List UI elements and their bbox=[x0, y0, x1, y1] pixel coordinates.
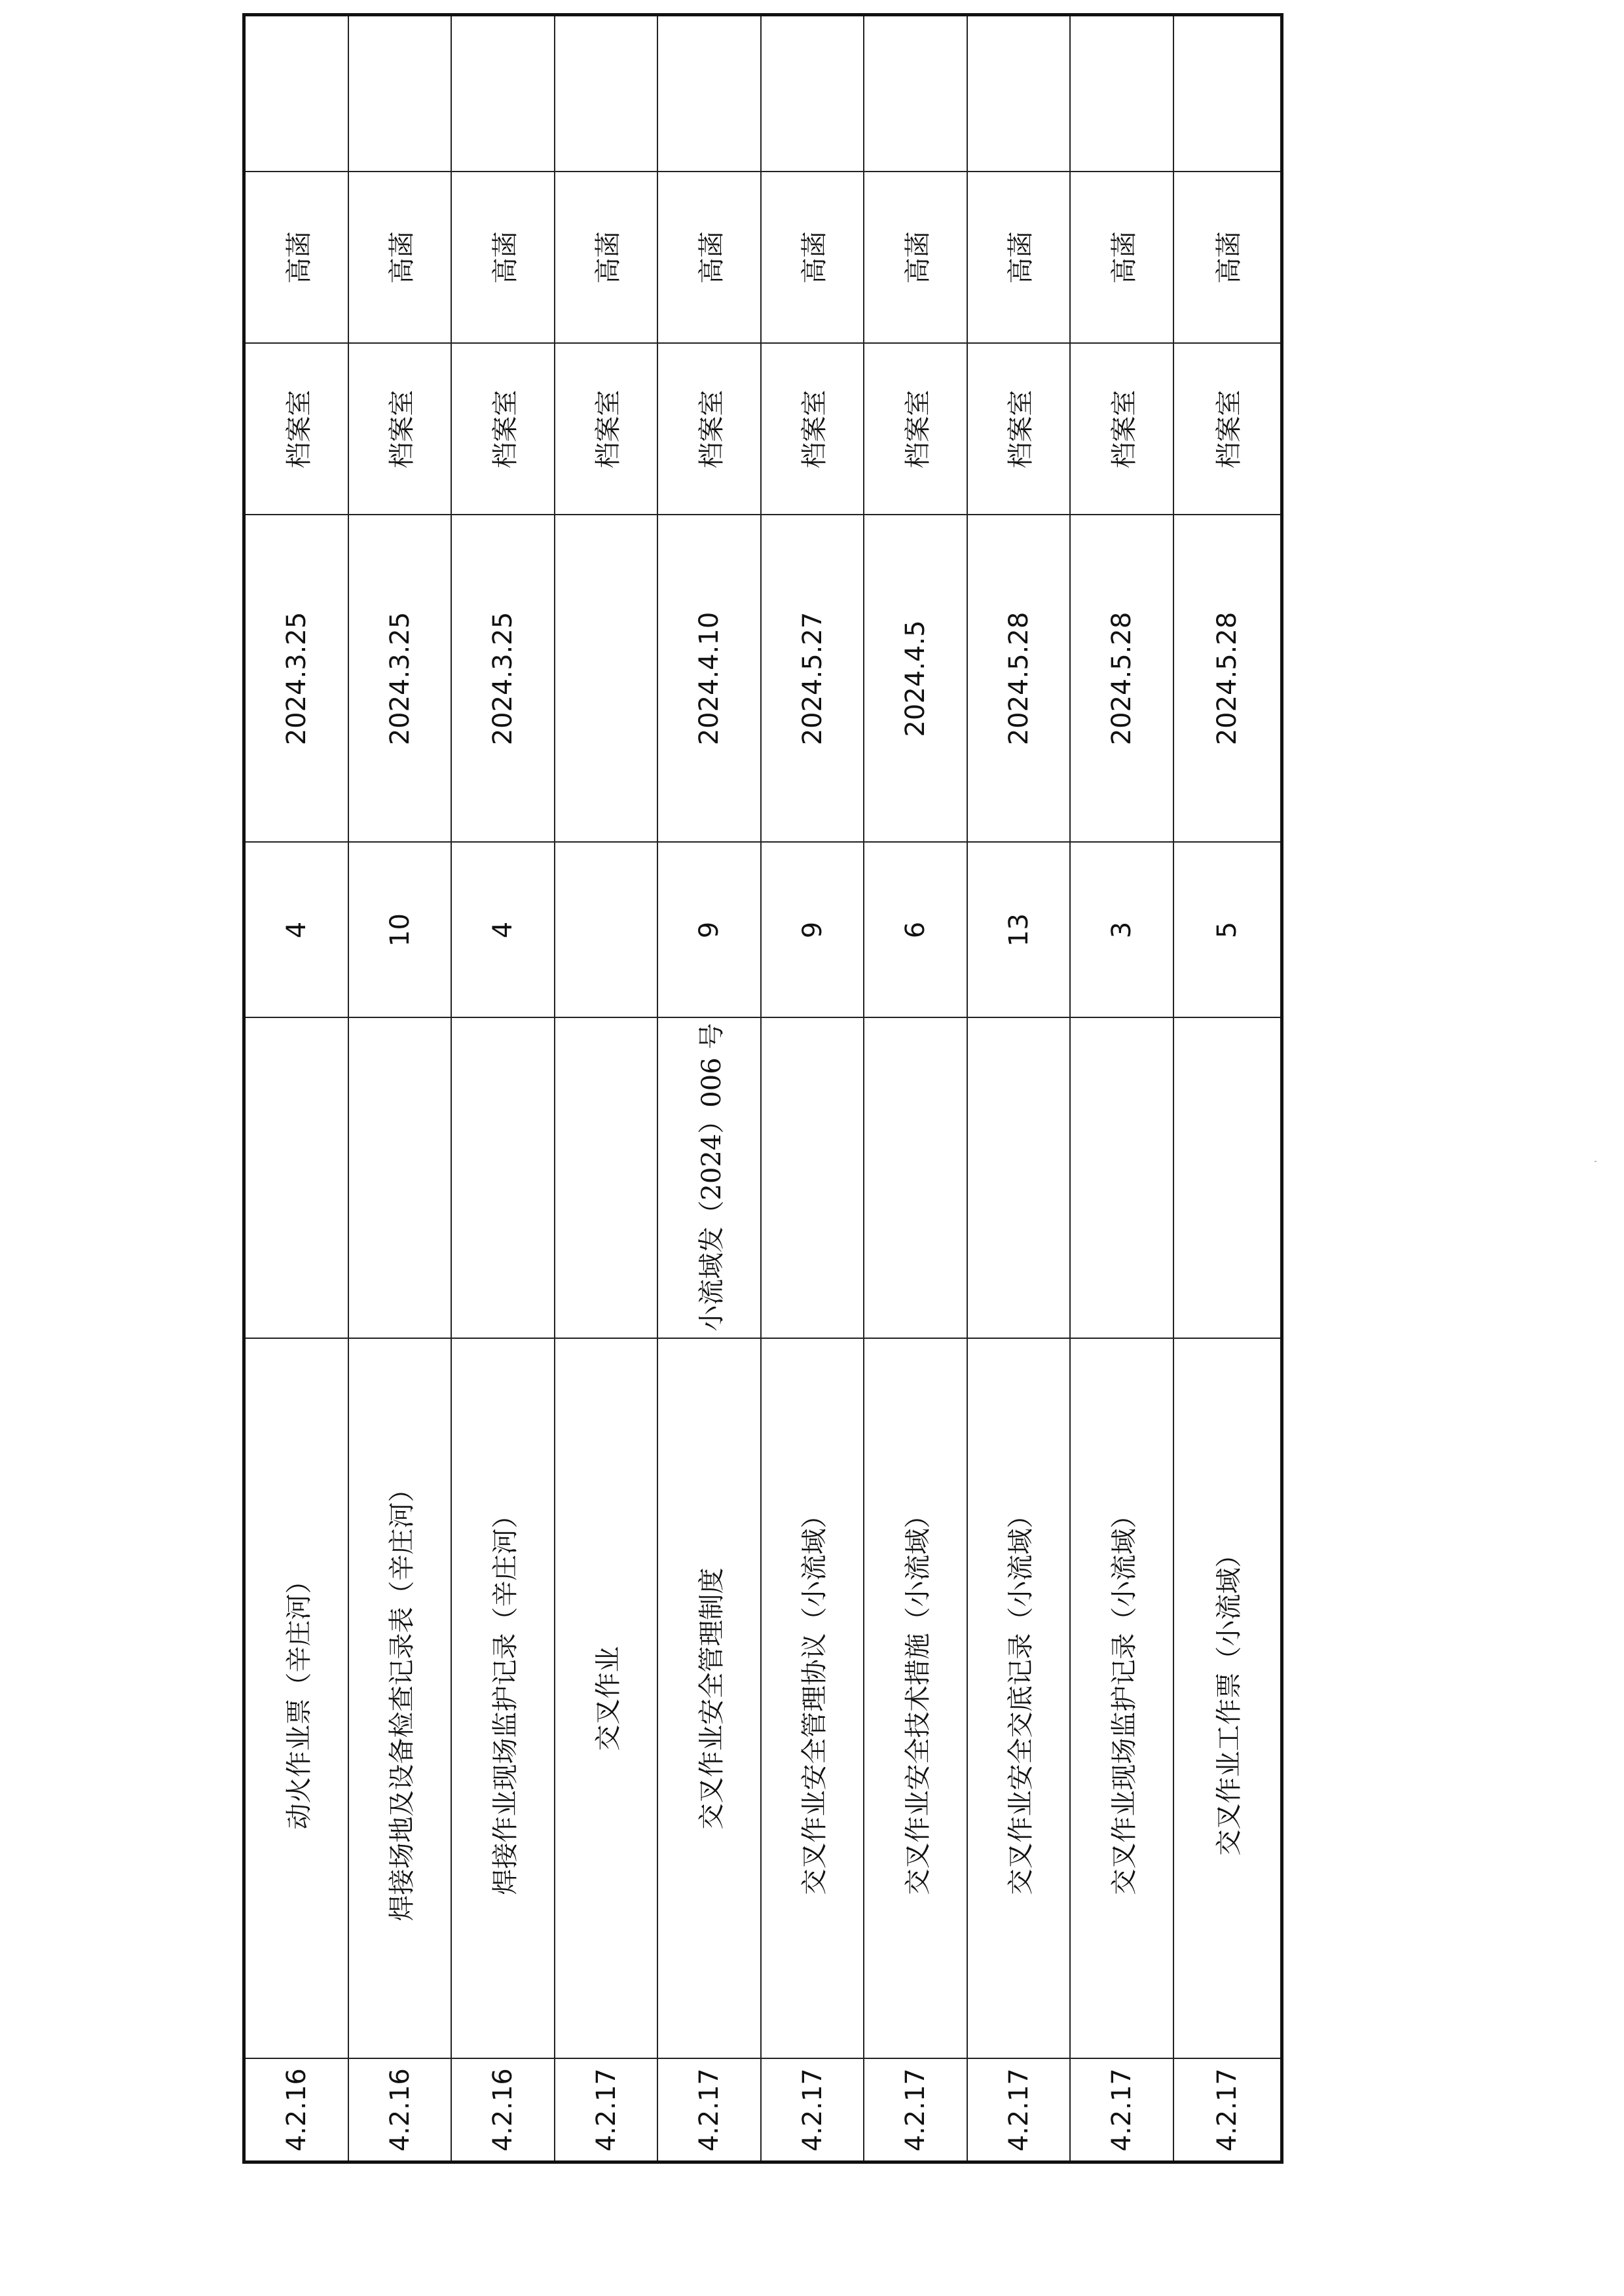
storage-location-cell: 档案室 bbox=[244, 344, 349, 515]
document-name-cell: 交叉作业工作票（小流域） bbox=[1173, 1339, 1282, 2059]
clause-code-cell: 4.2.17 bbox=[1173, 2059, 1282, 2162]
scan-speck bbox=[1595, 1161, 1596, 1162]
page-count-cell bbox=[555, 843, 657, 1018]
document-name-cell: 交叉作业安全管理制度 bbox=[657, 1339, 760, 2059]
storage-location-cell: 档案室 bbox=[1070, 344, 1173, 515]
clause-code-cell: 4.2.17 bbox=[657, 2059, 760, 2162]
date-cell: 2024.4.10 bbox=[657, 515, 760, 843]
clause-code-cell: 4.2.17 bbox=[1070, 2059, 1173, 2162]
document-name-cell: 动火作业票（辛庄河） bbox=[244, 1339, 349, 2059]
document-number-cell bbox=[1070, 1018, 1173, 1339]
storage-location-cell: 档案室 bbox=[451, 344, 554, 515]
responsible-person-cell: 高菡 bbox=[864, 172, 967, 344]
responsible-person-cell: 高菡 bbox=[761, 172, 864, 344]
document-number-cell bbox=[348, 1018, 451, 1339]
date-cell: 2024.3.25 bbox=[348, 515, 451, 843]
responsible-person-cell: 高菡 bbox=[1173, 172, 1282, 344]
document-name-cell: 焊接作业现场监护记录（辛庄河） bbox=[451, 1339, 554, 2059]
document-name-cell: 交叉作业安全交底记录（小流域） bbox=[967, 1339, 1070, 2059]
page-count-cell: 13 bbox=[967, 843, 1070, 1018]
date-cell: 2024.5.28 bbox=[1070, 515, 1173, 843]
table-row bbox=[348, 15, 451, 2162]
table-row bbox=[555, 15, 657, 2162]
document-name-cell: 交叉作业 bbox=[555, 1339, 657, 2059]
date-cell: 2024.5.27 bbox=[761, 515, 864, 843]
date-cell: 2024.3.25 bbox=[244, 515, 349, 843]
table-row bbox=[1173, 15, 1282, 2162]
date-cell: 2024.3.25 bbox=[451, 515, 554, 843]
responsible-person-cell: 高菡 bbox=[967, 172, 1070, 344]
clause-code-cell: 4.2.16 bbox=[451, 2059, 554, 2162]
storage-location-cell: 档案室 bbox=[761, 344, 864, 515]
responsible-person-cell: 高菡 bbox=[348, 172, 451, 344]
responsible-person-cell: 高菡 bbox=[657, 172, 760, 344]
clause-code-cell: 4.2.17 bbox=[761, 2059, 864, 2162]
remark-cell bbox=[761, 15, 864, 172]
remark-cell bbox=[451, 15, 554, 172]
responsible-person-cell: 高菡 bbox=[1070, 172, 1173, 344]
page-count-cell: 9 bbox=[657, 843, 760, 1018]
storage-location-cell: 档案室 bbox=[657, 344, 760, 515]
remark-cell bbox=[1070, 15, 1173, 172]
date-cell bbox=[555, 515, 657, 843]
clause-code-cell: 4.2.17 bbox=[864, 2059, 967, 2162]
storage-location-cell: 档案室 bbox=[967, 344, 1070, 515]
table-row bbox=[864, 15, 967, 2162]
page-count-cell: 4 bbox=[451, 843, 554, 1018]
table-row bbox=[761, 15, 864, 2162]
document-number-cell bbox=[244, 1018, 349, 1339]
document-number-cell bbox=[555, 1018, 657, 1339]
table-row bbox=[967, 15, 1070, 2162]
clause-code-cell: 4.2.17 bbox=[555, 2059, 657, 2162]
remark-cell bbox=[967, 15, 1070, 172]
remark-cell bbox=[1173, 15, 1282, 172]
date-cell: 2024.4.5 bbox=[864, 515, 967, 843]
document-number-cell: 小流域发（2024）006 号 bbox=[657, 1018, 760, 1339]
document-register-table bbox=[242, 13, 1283, 2164]
responsible-person-cell: 高菡 bbox=[244, 172, 349, 344]
document-number-cell bbox=[967, 1018, 1070, 1339]
document-number-cell bbox=[864, 1018, 967, 1339]
page-count-cell: 3 bbox=[1070, 843, 1173, 1018]
remark-cell bbox=[864, 15, 967, 172]
storage-location-cell: 档案室 bbox=[555, 344, 657, 515]
document-name-cell: 交叉作业安全技术措施（小流域） bbox=[864, 1339, 967, 2059]
document-number-cell bbox=[451, 1018, 554, 1339]
table-row bbox=[657, 15, 760, 2162]
responsible-person-cell: 高菡 bbox=[451, 172, 554, 344]
rotated-table-wrapper bbox=[242, 160, 1283, 2164]
page-count-cell: 5 bbox=[1173, 843, 1282, 1018]
table-row bbox=[244, 15, 349, 2162]
document-name-cell: 交叉作业现场监护记录（小流域） bbox=[1070, 1339, 1173, 2059]
date-cell: 2024.5.28 bbox=[967, 515, 1070, 843]
responsible-person-cell: 高菡 bbox=[555, 172, 657, 344]
page-count-cell: 10 bbox=[348, 843, 451, 1018]
remark-cell bbox=[657, 15, 760, 172]
storage-location-cell: 档案室 bbox=[864, 344, 967, 515]
clause-code-cell: 4.2.17 bbox=[967, 2059, 1070, 2162]
document-name-cell: 交叉作业安全管理协议（小流域） bbox=[761, 1339, 864, 2059]
page-count-cell: 6 bbox=[864, 843, 967, 1018]
document-number-cell bbox=[1173, 1018, 1282, 1339]
table-row bbox=[1070, 15, 1173, 2162]
page-count-cell: 4 bbox=[244, 843, 349, 1018]
storage-location-cell: 档案室 bbox=[1173, 344, 1282, 515]
document-name-cell: 焊接场地及设备检查记录表（辛庄河） bbox=[348, 1339, 451, 2059]
clause-code-cell: 4.2.16 bbox=[244, 2059, 349, 2162]
storage-location-cell: 档案室 bbox=[348, 344, 451, 515]
page-count-cell: 9 bbox=[761, 843, 864, 1018]
clause-code-cell: 4.2.16 bbox=[348, 2059, 451, 2162]
remark-cell bbox=[555, 15, 657, 172]
date-cell: 2024.5.28 bbox=[1173, 515, 1282, 843]
table-row bbox=[451, 15, 554, 2162]
document-number-cell bbox=[761, 1018, 864, 1339]
remark-cell bbox=[348, 15, 451, 172]
remark-cell bbox=[244, 15, 349, 172]
